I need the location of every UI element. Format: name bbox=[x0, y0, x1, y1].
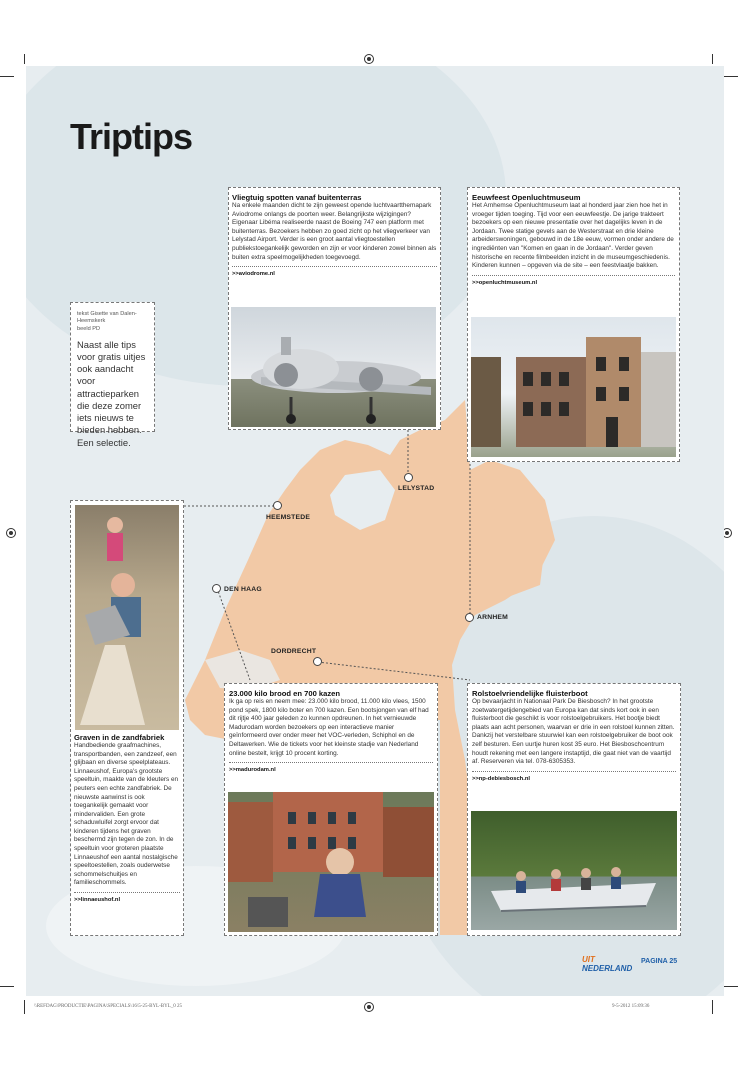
airplane-illustration bbox=[231, 307, 436, 427]
byline: tekst Gisette van Dalen-Heemskerk beeld PD bbox=[77, 311, 137, 332]
tip-text: Handbediende graafmachines, transportbanden, een zandzeef, een glijbaan en diverse speelplateaus. Linnaeushof, Europa's grootste speeltuin, maakte van de kleuters en peuters een echte zandfabriek. De nieuwste aanwinst is ook toegankelijk gemaakt voor mindervaliden. Een grote schaduwluifel zorgt ervoor dat kinderen tijdens het graven beschermd zijn tegen de zon. In de speeltuin voor groteren plaatste Linnaeushof een aantal nostalgische speeltoestellen, zoals ouderwetse schommelschuitjes en familieschommels. bbox=[74, 742, 179, 887]
map-label-lelystad: LELYSTAD bbox=[398, 485, 435, 492]
map-pin-den-haag bbox=[212, 584, 221, 593]
map-label-den-haag: DEN HAAG bbox=[224, 586, 262, 593]
tip-link-openluchtmuseum[interactable]: >>openluchtmuseum.nl bbox=[472, 279, 538, 286]
print-timestamp: 9-5-2012 15:09:36 bbox=[612, 1004, 650, 1009]
photo-museum-houses bbox=[471, 317, 676, 457]
tip-text: Na enkele maanden dicht te zijn geweest opende luchtvaartthemapark Aviodrome onlangs de poorten weer. Belangrijkste wijzigingen? Eigenaar Libéma realiseerde naast de Boeing 747 een platform met buitenterras. Bezoekers hebben zo goed zicht op het vliegverkeer van Lelystad Airport. Verder is een groot aantal vliegtoestellen publiekstoegankelijk geworden en zijn er voor kinderen zowel binnen als buiten extra speelmogelijkheden toegevoegd. bbox=[232, 202, 437, 261]
tip-link-madurodam[interactable]: >>madurodam.nl bbox=[229, 767, 276, 774]
boat-illustration bbox=[471, 811, 677, 930]
tip-text: Het Arnhemse Openluchtmuseum laat al honderd jaar zien hoe het in vroeger tijden toeging. Tijd voor een eeuwfeestje. De jarige trakteert bezoekers op een nieuwe presentatie over het dagelijks leven in de Jordaan. Twee statige gevels aan de Westerstraat en drie kleine arbeiderswoningen, gebouwd in de 18e eeuw, vormen onder andere de ingrediënten van "Komen en gaan in de Jordaan". Verder geven historische en recente filmbeelden inzicht in de museumgeschiedenis. Kinderen kunnen – opgeven via de site – een feestvlaatje bakken. bbox=[472, 202, 674, 270]
miniature-city-illustration bbox=[228, 792, 434, 932]
tip-heading: Rolstoelvriendelijke fluisterboot bbox=[472, 689, 588, 698]
map-pin-arnhem bbox=[465, 613, 474, 622]
houses-illustration bbox=[471, 317, 676, 457]
photo-airplane bbox=[231, 307, 436, 427]
map-label-heemstede: HEEMSTEDE bbox=[266, 514, 311, 521]
tip-link-aviodrome[interactable]: >>aviodrome.nl bbox=[232, 271, 275, 278]
map-pin-lelystad bbox=[404, 473, 413, 482]
map-pin-heemstede bbox=[273, 501, 282, 510]
page-number: PAGINA 25 bbox=[641, 958, 678, 965]
map-label-arnhem: ARNHEM bbox=[477, 614, 509, 621]
tip-link-biesbosch[interactable]: >>np-debiesbosch.nl bbox=[472, 775, 530, 782]
sand-play-illustration bbox=[75, 505, 179, 730]
intro-box bbox=[70, 302, 155, 448]
page-title: Triptips bbox=[70, 116, 193, 157]
photo-madurodam bbox=[228, 792, 434, 932]
map-label-dordrecht: DORDRECHT bbox=[271, 648, 317, 655]
tip-link-linnaeushof[interactable]: >>linnaeushof.nl bbox=[74, 896, 121, 903]
tip-heading: Graven in de zandfabriek bbox=[74, 733, 165, 742]
photo-sand-factory bbox=[75, 505, 179, 730]
tip-text: Ik ga op reis en neem mee: 23.000 kilo brood, 11.000 kilo vlees, 1500 pond spek, 1800 kilo boter en 700 kazen. Een bootsjongen van elf had dit rijtje 400 jaar geleden zo kunnen opdreunen. In het vernieuwde Madurodam worden bezoekers op een interactieve manier geïnformeerd over onder meer het VOC-verleden, Schiphol en de Deltawerken. Wie de tickets voor het kleinste stadje van Nederland online bestelt, krijgt 10 procent korting. bbox=[229, 698, 429, 757]
map-pin-dordrecht bbox=[313, 657, 322, 666]
tip-heading: Vliegtuig spotten vanaf buitenterras bbox=[232, 193, 362, 202]
tip-heading: 23.000 kilo brood en 700 kazen bbox=[229, 689, 341, 698]
tip-heading: Eeuwfeest Openluchtmuseum bbox=[472, 193, 581, 202]
photo-whisper-boat bbox=[471, 811, 677, 930]
print-slug: \\REFDAG\PRODUCTIE\PAGINA\SPECIALS\16\5-25-BYL-BYL_0 25 bbox=[34, 1004, 183, 1009]
tip-text: Op bevaarjacht in Nationaal Park De Biesbosch? In het grootste zoetwatergetijdengebied van Europa kan dat sinds kort ook in een fluisterboot die geschikt is voor rolstoelgebruikers. Het bootje biedt plaats aan acht personen, waarvan er drie in een rolstoel kunnen zitten. Dankzij het verstelbare stuurwiel kan een rolstoelgebruiker de boot ook zelf besturen. Een uurtje huren kost 35 euro. Het Biesboschcentrum houdt rekening met een langere instaptijd, die gaat niet van de vaartijd af. Reserveren via tel. 078-6305353. bbox=[472, 698, 675, 766]
brand-logo: UIT NEDERLAND bbox=[582, 955, 633, 973]
intro-text: Naast alle tips voor gratis uitjes ook aandacht voor attractieparken die deze zomer iets nieuws te bieden hebben. Een selectie. bbox=[77, 338, 146, 448]
